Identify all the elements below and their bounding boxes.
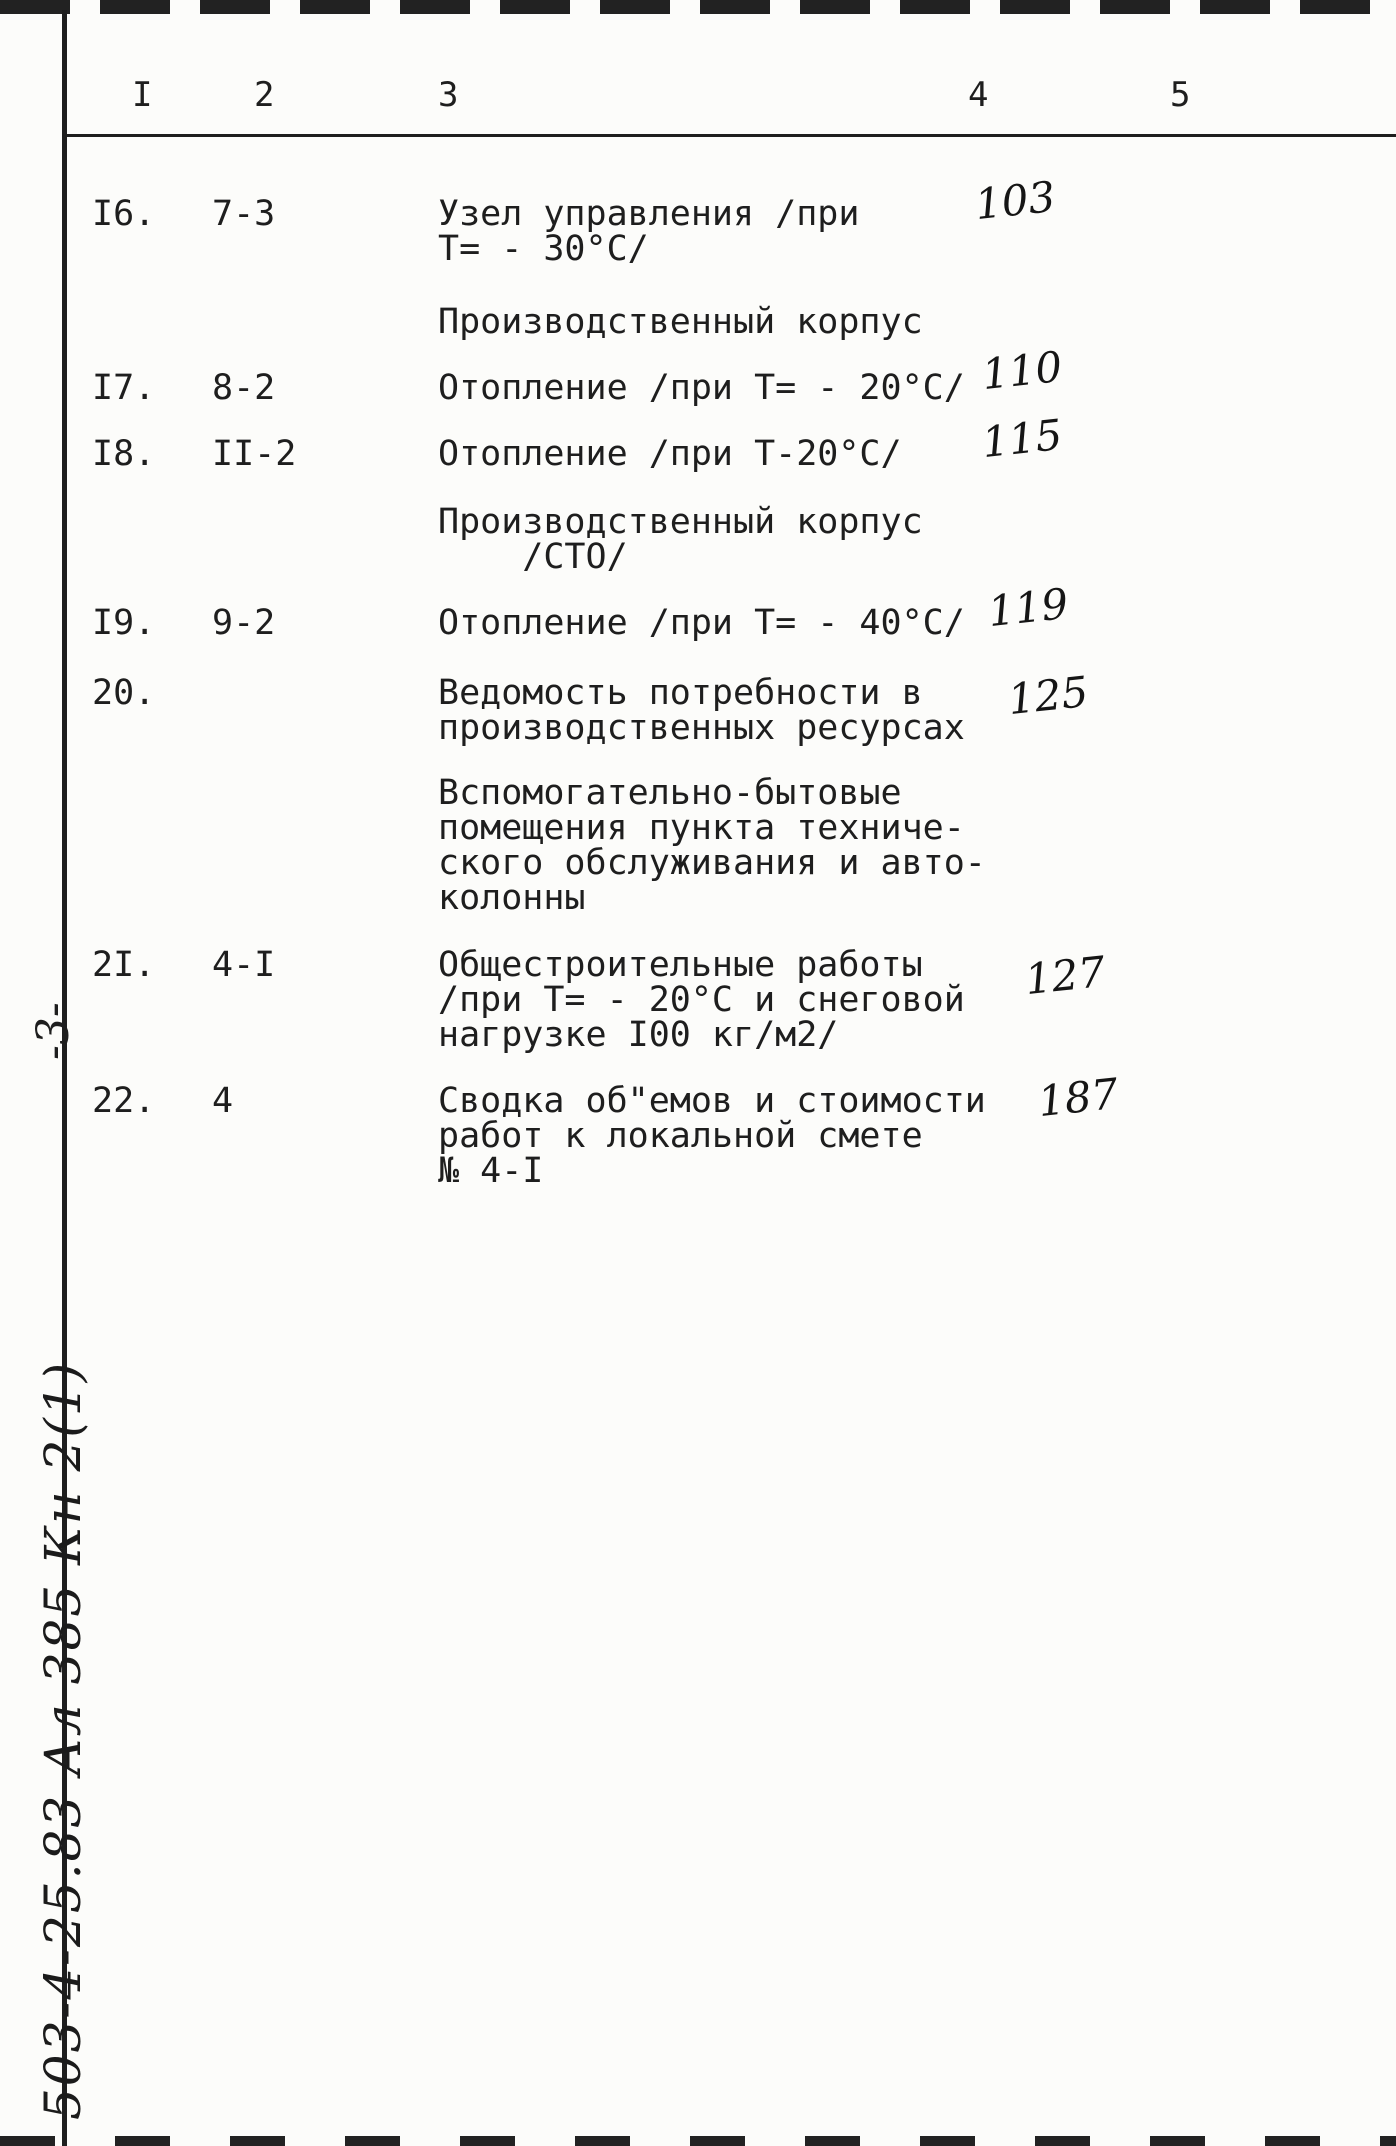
- row-code: II-2: [212, 434, 297, 474]
- header-rule: [67, 134, 1396, 137]
- row-page: 127: [1022, 946, 1108, 1005]
- row-code: 4-I: [212, 945, 276, 985]
- row-number: I7.: [92, 368, 156, 408]
- row-description: Отопление /при Т= - 20°С/: [438, 368, 965, 408]
- row-page: 103: [972, 171, 1058, 230]
- row-page: 187: [1035, 1068, 1121, 1127]
- row-page: 119: [985, 578, 1071, 637]
- header-col-3: 3: [438, 75, 459, 115]
- margin-page-number: -3-: [28, 1002, 79, 1060]
- row-description: Вспомогательно-бытовые помещения пункта техниче- ского обслуживания и авто- колонны: [438, 773, 986, 918]
- row-number: I6.: [92, 194, 156, 234]
- row-number: I8.: [92, 434, 156, 474]
- header-col-4: 4: [968, 75, 989, 115]
- margin-document-code: 503-4-25.83 Ал 385 Кн 2(1): [34, 1360, 92, 2120]
- row-number: 2I.: [92, 945, 156, 985]
- row-description: Производственный корпус /СТО/: [438, 502, 923, 577]
- row-description: Отопление /при Т-20°С/: [438, 434, 902, 474]
- row-page: 125: [1005, 666, 1091, 725]
- row-description: Отопление /при Т= - 40°С/: [438, 603, 965, 643]
- row-description: Узел управления /при Т= - 30°С/: [438, 194, 860, 269]
- header-col-1: I: [132, 75, 153, 115]
- row-code: 8-2: [212, 368, 276, 408]
- header-col-5: 5: [1170, 75, 1191, 115]
- row-code: 4: [212, 1081, 234, 1121]
- header-col-2: 2: [254, 75, 275, 115]
- row-code: 9-2: [212, 603, 276, 643]
- row-description: Ведомость потребности в производственных ресурсах: [438, 673, 965, 748]
- row-code: 7-3: [212, 194, 276, 234]
- row-number: I9.: [92, 603, 156, 643]
- bottom-dashed-border: [0, 2136, 1396, 2146]
- row-description: Производственный корпус: [438, 302, 923, 342]
- row-description: Сводка об"емов и стоимости работ к локальной смете № 4-I: [438, 1081, 986, 1191]
- row-description: Общестроительные работы /при Т= - 20°С и снеговой нагрузке I00 кг/м2/: [438, 945, 965, 1055]
- row-page: 110: [979, 341, 1065, 400]
- row-number: 22.: [92, 1081, 156, 1121]
- row-number: 20.: [92, 673, 156, 713]
- top-dashed-border: [0, 0, 1396, 14]
- row-page: 115: [979, 409, 1065, 468]
